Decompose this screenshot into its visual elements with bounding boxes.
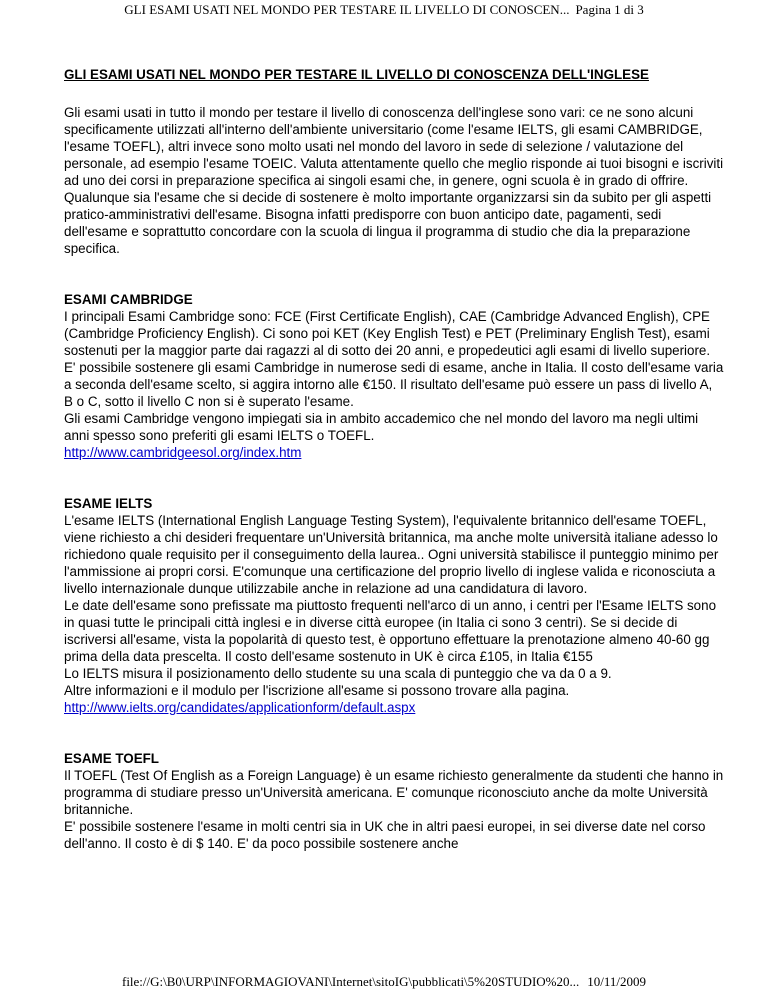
toefl-paragraph-2: E' possibile sostenere l'esame in molti centri sia in UK che in altri paesi europei, in sei diverse date nel corso dell'anno. Il costo è di $ 140. E' da poco possibile sostenere anche — [64, 819, 706, 851]
header-title: GLI ESAMI USATI NEL MONDO PER TESTARE IL LIVELLO DI CONOSCEN... — [124, 2, 570, 17]
ielts-paragraph-3: Lo IELTS misura il posizionamento dello studente su una scala di punteggio che va da 0 a 9. — [64, 666, 612, 681]
ielts-paragraph-2: Le date dell'esame sono prefissate ma piuttosto frequenti nell'arco di un anno, i centri per l'Esame IELTS sono in quasi tutte le principali città inglesi e in diverse città europee (in Italia ci sono 3 centri). Se si decide di iscriversi all'esame, vista la popolarità di questo test, è opportuno effettuare la prenotazione almeno 40-60 gg prima della data prescelta. Il costo dell'esame sostenuto in UK è circa £105, in Italia €155 — [64, 598, 717, 664]
toefl-paragraph-1: Il TOEFL (Test Of English as a Foreign Language) è un esame richiesto generalmente da studenti che hanno in programma di studiare presso un'Università americana. E' comunque riconosciuto anche da molte Università britanniche. — [64, 768, 724, 817]
section-ielts — [64, 495, 724, 716]
print-header — [0, 2, 768, 18]
ielts-link[interactable]: http://www.ielts.org/candidates/applicationform/default.aspx — [64, 700, 416, 715]
print-footer — [0, 974, 768, 990]
cambridge-paragraph-3: Gli esami Cambridge vengono impiegati sia in ambito accademico che nel mondo del lavoro ma negli ultimi anni spesso sono preferiti gli esami IELTS o TOEFL. — [64, 411, 699, 443]
cambridge-link[interactable]: http://www.cambridgeesol.org/index.htm — [64, 445, 302, 460]
section-heading-ielts: ESAME IELTS — [64, 496, 153, 511]
cambridge-paragraph-1: I principali Esami Cambridge sono: FCE (First Certificate English), CAE (Cambridge Advanced English), CPE (Cambridge Proficiency English). Ci sono poi KET (Key English Test) e PET (Preliminary English Test), esami sostenuti per la maggior parte dai ragazzi al di sotto dei 20 anni, e propedeutici agli esami di livello superiore. — [64, 309, 711, 358]
cambridge-paragraph-2: E' possibile sostenere gli esami Cambridge in numerose sedi di esame, anche in Italia. Il costo dell'esame varia a seconda dell'esame scelto, si aggira intorno alle €150. Il risultato dell'esame può essere un pass di livello A, B o C, sotto il livello C non si è superato l'esame. — [64, 360, 724, 409]
section-heading-cambridge: ESAMI CAMBRIDGE — [64, 292, 193, 307]
footer-date: 10/11/2009 — [587, 974, 646, 989]
section-toefl — [64, 750, 724, 852]
section-cambridge — [64, 291, 724, 461]
ielts-paragraph-4: Altre informazioni e il modulo per l'iscrizione all'esame si possono trovare alla pagina. — [64, 683, 570, 698]
section-heading-toefl: ESAME TOEFL — [64, 751, 159, 766]
footer-file-path: file://G:\B0\URP\INFORMAGIOVANI\Internet\sitoIG\pubblicati\5%20STUDIO%20... — [121, 974, 580, 989]
ielts-paragraph-1: L'esame IELTS (International English Language Testing System), l'equivalente britannico dell'esame TOEFL, viene richiesto a chi desideri frequentare un'Università britannica, ma anche molte università italiane adesso lo richiedono quale requisito per il conseguimento della laurea.. Ogni università stabilisce il punteggio minimo per l'ammissione ai propri corsi. E'comunque una certificazione del proprio livello di inglese valida e riconosciuta a livello internazionale dunque utilizzabile anche in relazione ad una candidatura di lavoro. — [64, 513, 719, 596]
header-page-number: Pagina 1 di 3 — [575, 2, 644, 17]
document-title: GLI ESAMI USATI NEL MONDO PER TESTARE IL LIVELLO DI CONOSCENZA DELL'INGLESE — [64, 67, 649, 82]
intro-paragraph: Gli esami usati in tutto il mondo per testare il livello di conoscenza dell'inglese sono vari: ce ne sono alcuni specificamente utilizzati all'interno dell'ambiente universitario (come l'esame IELTS, gli esami CAMBRIDGE, l'esame TOEFL), altri invece sono molto usati nel mondo del lavoro in sede di selezione / valutazione del personale, ad esempio l'esame TOEIC. Valuta attentamente quello che meglio risponde ai tuoi bisogni e iscriviti ad uno dei corsi in preparazione specifica ai singoli esami che, in genere, ogni scuola è in grado di offrire. Qualunque sia l'esame che si decide di sostenere è molto importante organizzarsi sin da subito per gli aspetti pratico-amministrativi dell'esame. Bisogna infatti predisporre con buon anticipo date, pagamenti, sedi dell'esame e soprattutto concordare con la scuola di lingua il programma di studio che dia la preparazione specifica. — [64, 105, 724, 256]
document-body — [64, 66, 724, 886]
